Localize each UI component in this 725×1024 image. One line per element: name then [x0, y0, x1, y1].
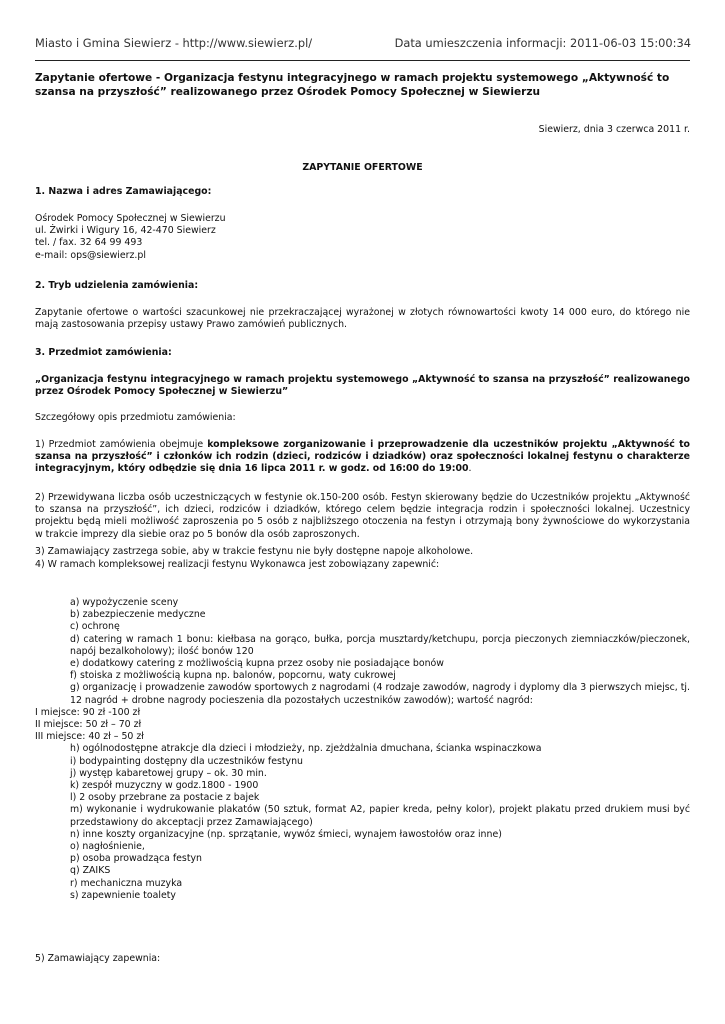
paragraph-5: 5) Zamawiający zapewnia: — [35, 953, 161, 964]
paragraph-2: 2) Przewidywana liczba osób uczestniczących w festynie ok.150-200 osób. Festyn skierowany będzie do Uczestników projektu „Aktywność to szansa na przyszłość”, ich dzieci, rodziców i dziadków, którego celem będzie integracja rodzin i społeczności lokalnej. Uczestnicy projektu będą mieli możliwość zaproszenia po 5 osób z najbliższego otoczenia na festyn i otrzymają bony żywnościowe do wykorzystania w trakcie imprezy dla siebie oraz po 5 bonów dla osób zaproszonych. — [35, 492, 690, 540]
document-title: Zapytanie ofertowe - Organizacja festynu integracyjnego w ramach projektu systemowego „Aktywność to szansa na przyszłość” realizowanego przez Ośrodek Pomocy Społecznej w Siewierzu — [35, 72, 670, 98]
contact-line: ul. Żwirki i Wigury 16, 42-470 Siewierz — [35, 225, 216, 237]
place-date: Siewierz, dnia 3 czerwca 2011 r. — [538, 124, 690, 135]
contact-block — [35, 213, 690, 262]
contact-line: tel. / fax. 32 64 99 493 — [35, 237, 143, 249]
list-item: b) zabezpieczenie medyczne — [70, 609, 206, 621]
list-item: n) inne koszty organizacyjne (np. sprzątanie, wywóz śmieci, wynajem ławostołów oraz inne) — [70, 828, 502, 840]
doc-heading: ZAPYTANIE OFERTOWE — [302, 162, 423, 173]
paragraph-4: 4) W ramach kompleksowej realizacji festynu Wykonawca jest zobowiązany zapewnić: — [35, 559, 440, 570]
paragraph-1-bold: kompleksowe zorganizowanie i przeprowadzenie dla uczestników projektu „Aktywność to szansa na przyszłość” i członków ich rodzin (dzieci, rodziców i dziadków) oraz społeczności lokalnej festynu o charakterze integracyjnym, który odbędzie się dnia 16 lipca 2011 r. w godz. od 16:00 do 19:00 — [35, 439, 690, 475]
list-item: m) wykonanie i wydrukowanie plakatów (50 sztuk, format A2, papier kreda, pełny kolor), projekt plakatu przed drukiem musi być przedstawiony do akceptacji przez Zamawiającego) — [70, 804, 690, 828]
prize-line: I miejsce: 90 zł -100 zł — [35, 706, 141, 718]
section1-heading: 1. Nazwa i adres Zamawiającego: — [35, 186, 212, 197]
section2-heading: 2. Tryb udzielenia zamówienia: — [35, 280, 199, 291]
list-item: d) catering w ramach 1 bonu: kiełbasa na gorąco, bułka, porcja musztardy/ketchupu, porcja pieczonych ziemniaczków/pieczonek, napój bezalkoholowy); ilość bonów 120 — [70, 633, 690, 657]
list-item: p) osoba prowadząca festyn — [70, 853, 202, 865]
list-item: a) wypożyczenie sceny — [70, 597, 179, 608]
list-item: g) organizację i prowadzenie zawodów sportowych z nagrodami (4 rodzaje zawodów, nagrody i dyplomy dla 3 pierwszych miejsc, tj. 12 nagród + drobne nagrody pocieszenia dla pozostałych uczestników zawodów); wartość nagród: — [70, 682, 690, 706]
list-item: s) zapewnienie toalety — [70, 889, 176, 901]
list-item: f) stoiska z możliwością kupna np. balonów, popcornu, waty cukrowej — [70, 670, 396, 682]
site-name: Miasto i Gmina Siewierz - http://www.siewierz.pl/ — [35, 36, 313, 50]
subject-title: „Organizacja festynu integracyjnego w ramach projektu systemowego „Aktywność to szansa na przyszłość” realizowanego przez Ośrodek Pomocy Społecznej w Siewierzu” — [35, 374, 690, 398]
list-item: l) 2 osoby przebrane za postacie z bajek — [70, 792, 260, 804]
contact-line: e-mail: ops@siewierz.pl — [35, 249, 146, 261]
list-item: h) ogólnodostępne atrakcje dla dzieci i młodzieży, np. zjeżdżalnia dmuchana, ścianka wspinaczkowa — [70, 743, 542, 755]
list-item: r) mechaniczna muzyka — [70, 877, 183, 889]
list-item: e) dodatkowy catering z możliwością kupna przez osoby nie posiadające bonów — [70, 658, 444, 670]
detail-intro: Szczegółowy opis przedmiotu zamówienia: — [35, 412, 236, 423]
list-item: c) ochronę — [70, 621, 120, 633]
contact-line: Ośrodek Pomocy Społecznej w Siewierzu — [35, 213, 226, 224]
paragraph-1-end: . — [468, 463, 472, 475]
header-divider — [35, 60, 690, 61]
section2-text: Zapytanie ofertowe o wartości szacunkowej nie przekraczającej wyrażonej w złotych równowartości kwoty 14 000 euro, do którego nie mają zastosowania przepisy ustawy Prawo zamówień publicznych. — [35, 307, 690, 331]
paragraph-3: 3) Zamawiający zastrzega sobie, aby w trakcie festynu nie były dostępne napoje alkoholowe. — [35, 546, 474, 557]
requirements-list — [35, 597, 690, 902]
list-item: o) nagłośnienie, — [70, 841, 145, 853]
list-item: q) ZAIKS — [70, 865, 111, 877]
publish-date: Data umieszczenia informacji: 2011-06-03 15:00:34 — [394, 36, 691, 50]
prize-line: III miejsce: 40 zł – 50 zł — [35, 731, 144, 743]
paragraph-1-start: 1) Przedmiot zamówienia obejmuje — [35, 439, 208, 450]
list-item: j) występ kabaretowej grupy – ok. 30 min. — [70, 767, 267, 779]
section3-heading: 3. Przedmiot zamówienia: — [35, 347, 172, 358]
prize-line: II miejsce: 50 zł – 70 zł — [35, 719, 142, 731]
paragraph-1 — [35, 439, 690, 476]
list-item: k) zespół muzyczny w godz.1800 - 1900 — [70, 780, 259, 792]
list-item: i) bodypainting dostępny dla uczestników festynu — [70, 755, 303, 767]
